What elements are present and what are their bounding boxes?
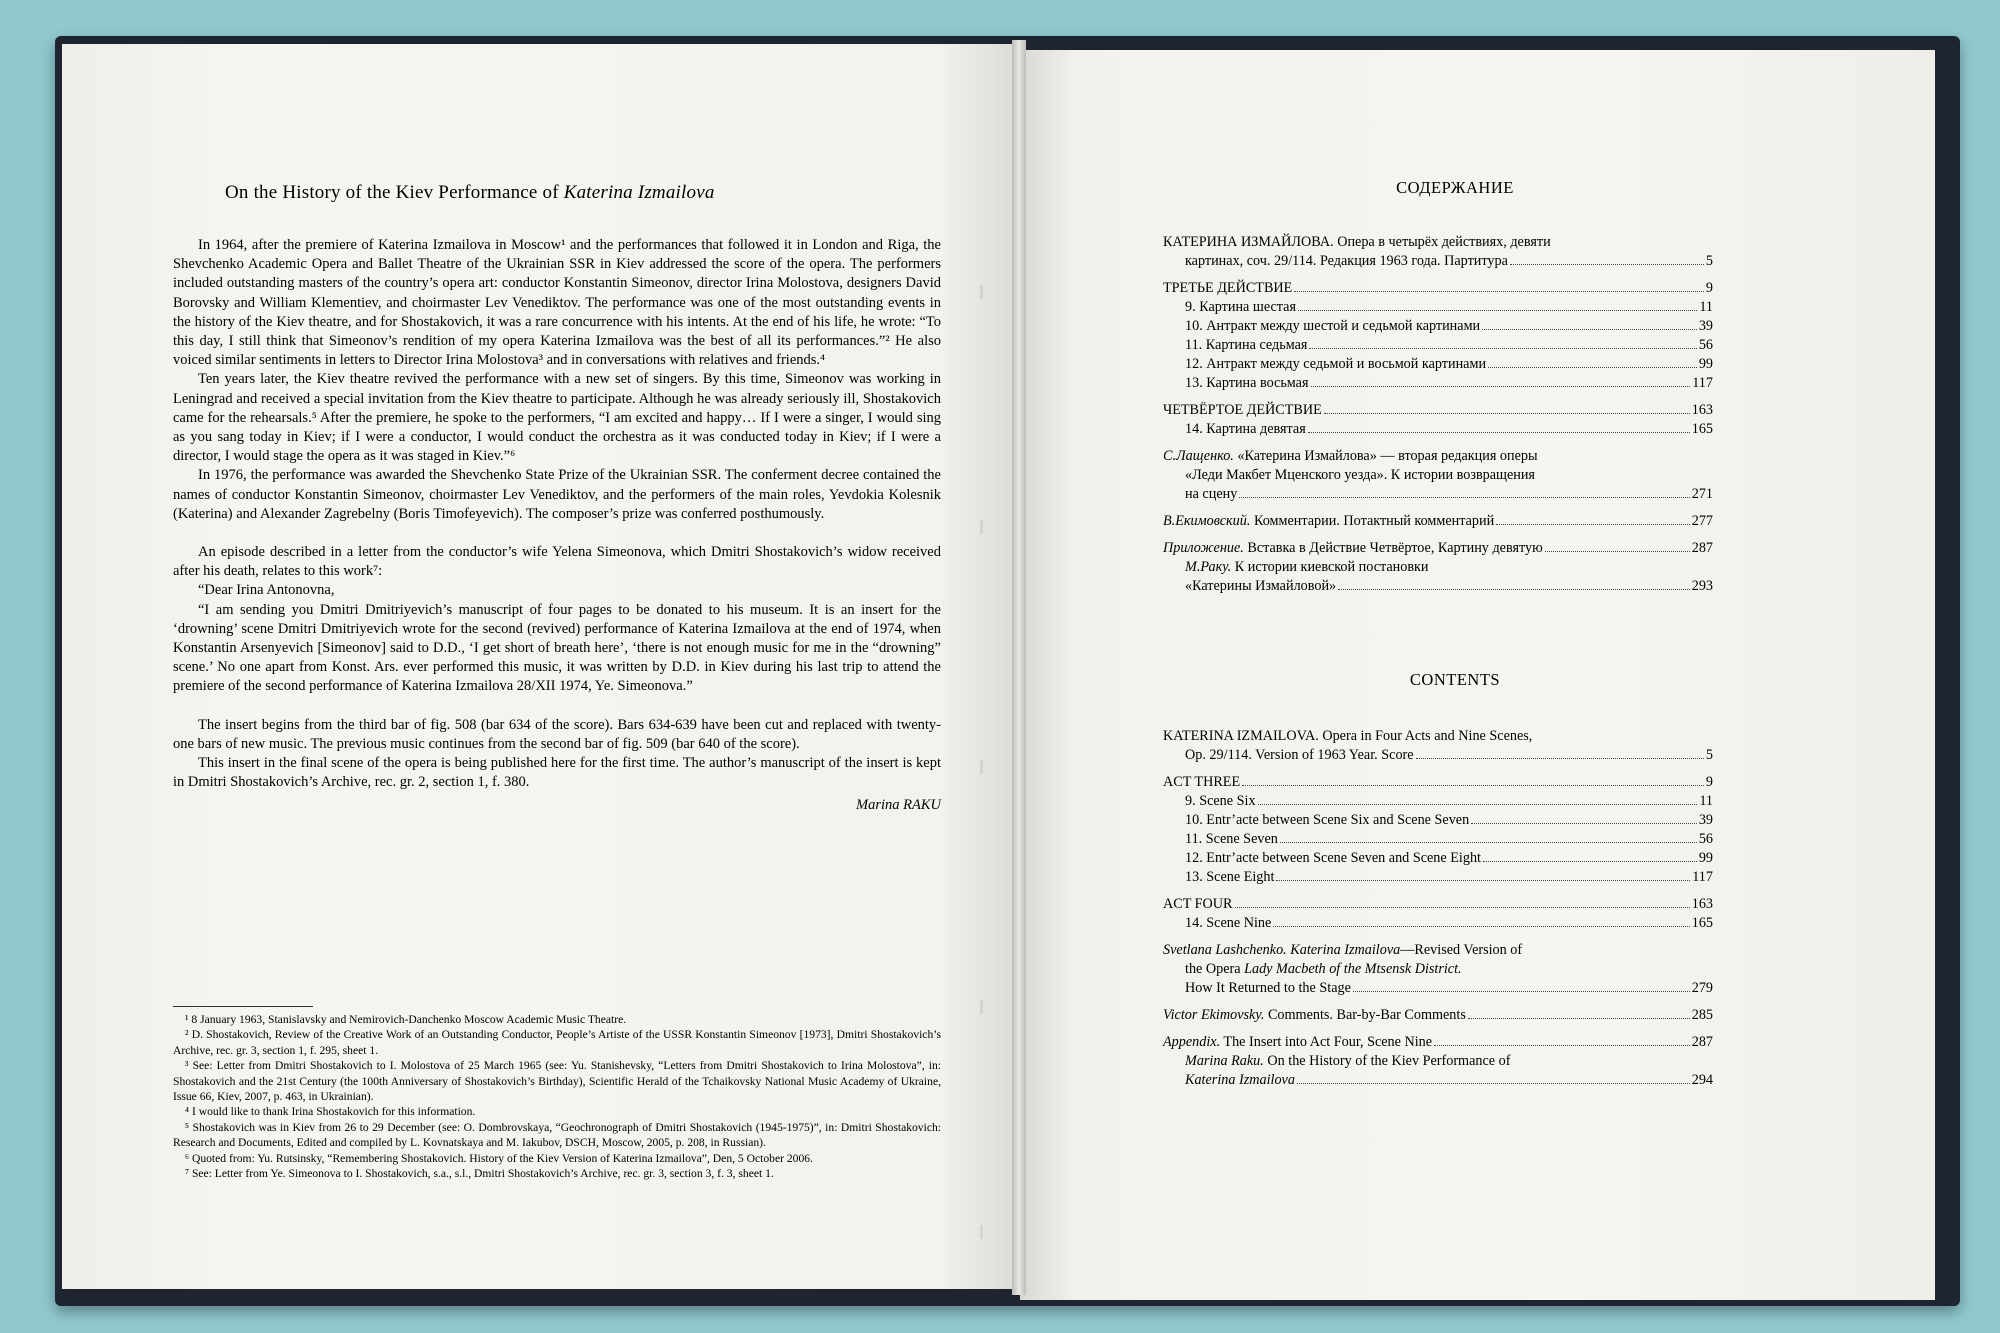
toc-title: 14. Scene Nine bbox=[1185, 915, 1272, 931]
article-author: Marina RAKU bbox=[856, 797, 941, 814]
toc-page: 279 bbox=[1691, 980, 1713, 996]
toc-main-line bbox=[1163, 960, 1713, 979]
toc-entry bbox=[1163, 355, 1713, 374]
toc-author: С.Лащенко. bbox=[1163, 448, 1234, 464]
toc-page: 117 bbox=[1692, 375, 1713, 391]
toc-title: на сцену bbox=[1185, 486, 1238, 502]
footnote: ⁶ Quoted from: Yu. Rutsinsky, “Remembering Shostakovich. History of the Kiev Version of Katerina Izmailova”, Den, 5 October 2006. bbox=[185, 1151, 813, 1165]
toc-entry bbox=[1163, 1071, 1713, 1090]
article-title-prefix: On the History of the Kiev Performance of bbox=[225, 182, 559, 203]
binding-stitch bbox=[980, 1225, 983, 1239]
toc-entry bbox=[1163, 512, 1713, 531]
toc-entry bbox=[1163, 252, 1713, 271]
toc-entry bbox=[1163, 298, 1713, 317]
paragraph: The insert begins from the third bar of fig. 508 (bar 634 of the score). Bars 634-639 have been cut and replaced with twenty-one bars of new music. The previous music continues from the second bar of fig. 509 (bar 640 of the score). bbox=[173, 716, 941, 752]
toc-author: Marina Raku. bbox=[1185, 1053, 1264, 1069]
toc-page: 165 bbox=[1691, 421, 1713, 437]
toc-entry bbox=[1163, 317, 1713, 336]
toc-author: М.Раку. bbox=[1185, 559, 1232, 575]
paragraph: In 1964, after the premiere of Katerina Izmailova in Moscow¹ and the performances that followed it in London and Riga, the Shevchenko Academic Opera and Ballet Theatre of the Ukrainian SSR in Kiev addressed the score of the opera. The performers included outstanding masters of the country’s opera art: conductor Konstantin Simeonov, director Irina Molostova, designers David Borovsky and William Klementiev, and choirmaster Lev Venediktov. The performance was one of the most outstanding events in the history of the Kiev theatre, and for Shostakovich, it was a rare concurrence with his intents. At the end of his life, he wrote: “To this day, I still think that Simeonov’s rendition of my opera Katerina Izmailova was the best of all its performances.”² He also voiced similar sentiments in letters to Director Irina Molostova³ and in conversations with relatives and friends.⁴ bbox=[173, 237, 941, 369]
binding-stitch bbox=[980, 520, 983, 534]
toc-page: 165 bbox=[1691, 915, 1713, 931]
toc-entry bbox=[1163, 895, 1713, 914]
toc-title-italic: Katerina Izmailova bbox=[1185, 1072, 1295, 1088]
toc-page: 39 bbox=[1698, 318, 1713, 334]
toc-main-line bbox=[1163, 558, 1713, 577]
toc-title: Comments. Bar-by-Bar Comments bbox=[1267, 1007, 1466, 1023]
en-toc bbox=[1163, 727, 1713, 1090]
toc-title: К истории киевской постановки bbox=[1234, 559, 1429, 575]
toc-title: ACT THREE bbox=[1163, 774, 1241, 790]
toc-main-line: KATERINA IZMAILOVA. Opera in Four Acts and Nine Scenes, bbox=[1163, 728, 1533, 744]
toc-main-line: КАТЕРИНА ИЗМАЙЛОВА. Опера в четырёх действиях, девяти bbox=[1163, 234, 1551, 250]
toc-title: —Revised Version of bbox=[1400, 942, 1523, 958]
toc-entry bbox=[1163, 1033, 1713, 1052]
toc-title: 14. Картина девятая bbox=[1185, 421, 1306, 437]
article-title-italic: Katerina Izmailova bbox=[563, 182, 715, 203]
toc-page: 9 bbox=[1705, 280, 1713, 296]
toc-entry bbox=[1163, 868, 1713, 887]
footnote: ¹ 8 January 1963, Stanislavsky and Nemirovich-Danchenko Moscow Academic Music Theatre. bbox=[185, 1013, 627, 1026]
toc-entry bbox=[1163, 336, 1713, 355]
toc-entry bbox=[1163, 420, 1713, 439]
paragraph: “I am sending you Dmitri Dmitriyevich’s manuscript of four pages to be donated to his museum. It is an insert for the ‘drowning’ scene Dmitri Dmitriyevich wrote for the second (revived) performance of Katerina Izmailova at the end of 1974, when Konstantin Arsenyevich [Simeonov] said to D.D., ‘I get short of breath here’, ‘there is not enough music for me in the “drowning” scene.’ No one apart from Konst. Ars. ever performed this music, it was written by D.D. in Kiev during his last trip to attend the premiere of the second performance of Katerina Izmailova 28/XII 1974, Ye. Simeonova.” bbox=[173, 601, 941, 695]
footnote: ³ See: Letter from Dmitri Shostakovich to I. Molostova of 25 March 1965 (see: Yu. Stanishevsky, “Letters from Dmitri Shostakovich to Irina Molostova”, in: Shostakovich and the 21st Century (the 100th Anniversary of Shostakovich’s Birthday), Scientific Herald of the Tchaikovsky National Music Academy of Ukraine, Issue 66, Kiev, 2007, p. 463, in Ukrainian). bbox=[173, 1059, 941, 1104]
toc-author: Приложение. bbox=[1163, 540, 1244, 556]
toc-title: 12. Entr’acte between Scene Seven and Scene Eight bbox=[1185, 850, 1481, 866]
footnote: ⁵ Shostakovich was in Kiev from 26 to 29 December (see: O. Dombrovskaya, “Geochronograph of Dmitri Shostakovich (1945-1975)”, in: Dmitri Shostakovich: Research and Documents, Edited and compiled by L. Kovnatskaya and M. Iakubov, DSCH, Moscow, 2005, p. 208, in Russian). bbox=[173, 1120, 941, 1150]
paragraph: Ten years later, the Kiev theatre revived the performance with a new set of singers. By this time, Simeonov was working in Leningrad and received a special invitation from the Kiev theatre to participate. Although he was already seriously ill, Shostakovich came for the rehearsals.⁵ After the premiere, he spoke to the performers, “I am excited and happy… If I were a singer, I would sing as you sang today in Kiev; if I were a conductor, I would conduct the orchestra as it was conducted today in Kiev; if I were a director, I would stage the opera as it was staged in Kiev.”⁶ bbox=[173, 371, 941, 465]
toc-title: 13. Картина восьмая bbox=[1185, 375, 1309, 391]
toc-entry bbox=[1163, 485, 1713, 504]
ru-contents-heading: СОДЕРЖАНИЕ bbox=[1396, 178, 1514, 197]
toc-main-line bbox=[1163, 447, 1713, 466]
toc-page: 39 bbox=[1698, 812, 1713, 828]
footnote-rule bbox=[173, 1006, 313, 1007]
toc-title: 11. Scene Seven bbox=[1185, 831, 1278, 847]
toc-entry bbox=[1163, 279, 1713, 298]
toc-entry bbox=[1163, 577, 1713, 596]
toc-entry bbox=[1163, 979, 1713, 998]
toc-title: 12. Антракт между седьмой и восьмой картинами bbox=[1185, 356, 1487, 372]
toc-entry bbox=[1163, 914, 1713, 933]
toc-page: 287 bbox=[1691, 1034, 1713, 1050]
footnotes bbox=[173, 1012, 941, 1181]
toc-page: 99 bbox=[1698, 850, 1713, 866]
toc-page: 5 bbox=[1705, 253, 1713, 269]
footnote: ⁴ I would like to thank Irina Shostakovich for this information. bbox=[185, 1105, 476, 1119]
toc-title: «Катерина Измайлова» — вторая редакция оперы bbox=[1237, 448, 1538, 464]
article-title bbox=[225, 182, 925, 204]
toc-title: 13. Scene Eight bbox=[1185, 869, 1275, 885]
article-body bbox=[173, 236, 941, 816]
toc-page: 294 bbox=[1691, 1072, 1713, 1088]
paragraph: In 1976, the performance was awarded the Shevchenko State Prize of the Ukrainian SSR. The conferment decree contained the names of conductor Konstantin Simeonov, choirmaster Lev Venediktov, and the performers of the main roles, Yevdokia Kolesnik (Katerina) and Alexander Zagrebelny (Boris Timofeyevich). The composer’s prize was conferred posthumously. bbox=[173, 467, 941, 522]
toc-title: ACT FOUR bbox=[1163, 896, 1233, 912]
toc-title-italic: Lady Macbeth of the Mtsensk District. bbox=[1244, 961, 1462, 977]
toc-title: 9. Картина шестая bbox=[1185, 299, 1296, 315]
book-gutter bbox=[1012, 40, 1026, 1295]
toc-page: 277 bbox=[1691, 513, 1713, 529]
toc-author: В.Екимовский. bbox=[1163, 513, 1251, 529]
toc-author: Victor Ekimovsky. bbox=[1163, 1007, 1265, 1023]
toc-page: 163 bbox=[1691, 896, 1713, 912]
toc-page: 271 bbox=[1691, 486, 1713, 502]
toc-entry bbox=[1163, 1006, 1713, 1025]
toc-title: ТРЕТЬЕ ДЕЙСТВИЕ bbox=[1163, 280, 1293, 296]
paragraph: An episode described in a letter from the conductor’s wife Yelena Simeonova, which Dmitri Shostakovich’s widow received after his death, relates to this work⁷: bbox=[173, 544, 941, 580]
toc-author: Appendix. bbox=[1163, 1034, 1221, 1050]
toc-entry bbox=[1163, 539, 1713, 558]
toc-page: 5 bbox=[1705, 747, 1713, 763]
toc-page: 11 bbox=[1699, 299, 1713, 315]
toc-main-line bbox=[1163, 941, 1713, 960]
toc-main-line bbox=[1163, 1052, 1713, 1071]
toc-entry bbox=[1163, 830, 1713, 849]
toc-page: 117 bbox=[1692, 869, 1713, 885]
toc-title: 11. Картина седьмая bbox=[1185, 337, 1308, 353]
binding-stitch bbox=[980, 760, 983, 774]
toc-page: 56 bbox=[1698, 337, 1713, 353]
toc-entry bbox=[1163, 849, 1713, 868]
toc-page: 99 bbox=[1698, 356, 1713, 372]
toc-page: 285 bbox=[1691, 1007, 1713, 1023]
toc-page: 11 bbox=[1699, 793, 1713, 809]
toc-entry bbox=[1163, 374, 1713, 393]
toc-title: картинах, соч. 29/114. Редакция 1963 года. Партитура bbox=[1185, 253, 1508, 269]
binding-stitch bbox=[980, 285, 983, 299]
toc-title: Вставка в Действие Четвёртое, Картину девятую bbox=[1247, 540, 1543, 556]
toc-entry bbox=[1163, 792, 1713, 811]
toc-entry bbox=[1163, 401, 1713, 420]
ru-toc bbox=[1163, 233, 1713, 596]
toc-title: On the History of the Kiev Performance of bbox=[1267, 1053, 1511, 1069]
toc-title: How It Returned to the Stage bbox=[1185, 980, 1351, 996]
toc-title: 10. Антракт между шестой и седьмой картинами bbox=[1185, 318, 1481, 334]
paragraph: This insert in the final scene of the opera is being published here for the first time. The author’s manuscript of the insert is kept in Dmitri Shostakovich’s Archive, rec. gr. 2, section 1, f. 380. bbox=[173, 755, 941, 791]
toc-title: ЧЕТВЁРТОЕ ДЕЙСТВИЕ bbox=[1163, 402, 1322, 418]
toc-title: 9. Scene Six bbox=[1185, 793, 1256, 809]
toc-title: «Катерины Измайловой» bbox=[1185, 578, 1337, 594]
binding-stitch bbox=[980, 1000, 983, 1014]
toc-title: Op. 29/114. Version of 1963 Year. Score bbox=[1185, 747, 1414, 763]
toc-page: 293 bbox=[1691, 578, 1713, 594]
toc-title: The Insert into Act Four, Scene Nine bbox=[1223, 1034, 1433, 1050]
toc-title: the Opera bbox=[1185, 961, 1245, 977]
toc-page: 9 bbox=[1705, 774, 1713, 790]
toc-entry bbox=[1163, 811, 1713, 830]
toc-page: 163 bbox=[1691, 402, 1713, 418]
toc-title: 10. Entr’acte between Scene Six and Scene Seven bbox=[1185, 812, 1470, 828]
toc-entry bbox=[1163, 773, 1713, 792]
toc-main-line: «Леди Макбет Мценского уезда». К истории возвращения bbox=[1185, 467, 1535, 483]
toc-entry bbox=[1163, 746, 1713, 765]
toc-page: 56 bbox=[1698, 831, 1713, 847]
paragraph: “Dear Irina Antonovna, bbox=[198, 582, 335, 599]
footnote: ² D. Shostakovich, Review of the Creative Work of an Outstanding Conductor, People’s Artiste of the USSR Konstantin Simeonov [1973], Dmitri Shostakovich’s Archive, rec. gr. 3, section 1, f. 295, sheet 1. bbox=[173, 1028, 941, 1057]
toc-title: Комментарии. Потактный комментарий bbox=[1253, 513, 1495, 529]
footnote: ⁷ See: Letter from Ye. Simeonova to I. Shostakovich, s.a., s.l., Dmitri Shostakovich’s Archive, rec. gr. 3, section 3, f. 3, sheet 1. bbox=[185, 1167, 774, 1181]
toc-page: 287 bbox=[1691, 540, 1713, 556]
en-contents-heading: CONTENTS bbox=[1409, 670, 1501, 689]
toc-author: Svetlana Lashchenko. Katerina Izmailova bbox=[1163, 942, 1401, 958]
